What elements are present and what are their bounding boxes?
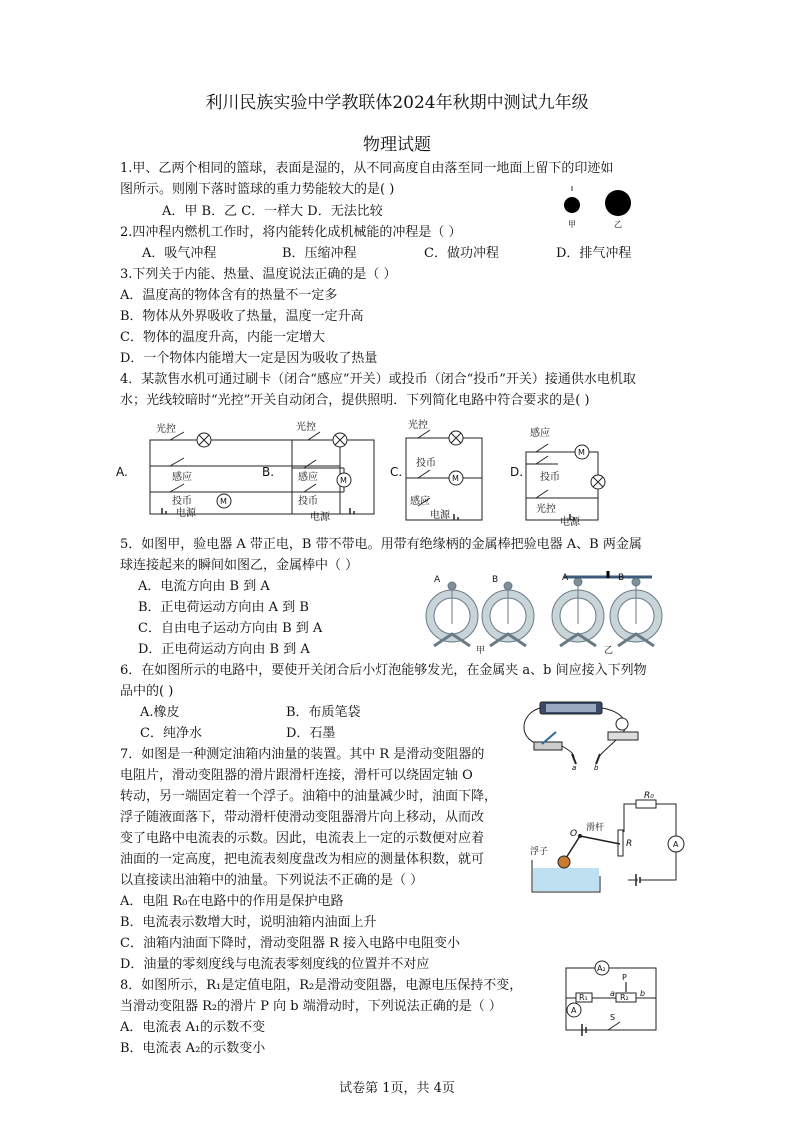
q7-label-float: 浮子 (530, 847, 549, 857)
q5-stem-line2: 球连接起来的瞬间如图乙，金属棒中（ ） (120, 558, 359, 573)
q4c-label-light: 光控 (408, 420, 428, 431)
q7-option-b: B．电流表示数增大时，说明油箱内油面上升 (120, 915, 377, 930)
q8-label-a1: A (571, 1006, 577, 1015)
q7-resistor-r0 (636, 800, 656, 808)
q8-label-p: P (622, 973, 627, 982)
q4c-label-power: 电源 (430, 510, 450, 521)
q8-stem-line2: 当滑动变阻器 R₂的滑片 P 向 b 端滑动时，下列说法正确的是（ ） (120, 999, 502, 1014)
q4c-frame (406, 438, 482, 520)
q4b-label-coin: 投币 (298, 496, 318, 507)
q7-option-a: A．电阻 R₀在电路中的作用是保护电路 (120, 894, 344, 909)
q7-stem-line5: 变了电路中电流表的示数。因此，电流表上一定的示数便对应着 (120, 831, 485, 846)
q4b-label-power: 电源 (310, 512, 330, 523)
q5-electroscope-a-jia (426, 582, 478, 646)
q4-label-option-a: A. (116, 465, 128, 479)
q7-oil-gauge-figure (528, 788, 692, 900)
q4a-label-sense: 感应 (172, 472, 192, 483)
q5-electroscope-b-jia (482, 582, 534, 646)
q6-clip-b-icon (596, 754, 600, 764)
q7-label-r0: R₀ (644, 791, 654, 801)
q4a-switch-sense (170, 458, 184, 466)
q4a-label-coin: 投币 (172, 496, 192, 507)
q7-stem-line7: 以直接读出油箱中的油量。下列说法不正确的是（ ） (120, 873, 424, 888)
q1-options: A．甲 B．乙 C．一样大 D．无法比较 (162, 204, 383, 219)
q4b-switch-sense (304, 460, 316, 468)
q6-option-a: A.橡皮 (140, 705, 180, 720)
q4c-switch-light (418, 430, 430, 438)
q4d-label-light: 光控 (536, 504, 556, 515)
q1-stem-line2: 图所示。则刚下落时篮球的重力势能较大的是( ) (120, 182, 395, 197)
q3-stem: 3.下列关于内能、热量、温度说法正确的是（ ） (120, 267, 397, 282)
q4-stem-line2: 水；光线较暗时“光控”开关自动闭合，提供照明．下列简化电路中符合要求的是( ) (120, 393, 590, 408)
q4a-switch-coin (170, 484, 184, 492)
q3-option-c: C．物体的温度升高，内能一定增大 (120, 330, 325, 345)
q4b-label-motor: M (340, 476, 347, 485)
q1-label-jia: 甲 (568, 220, 576, 229)
q7-label-o: O (570, 829, 578, 839)
q4c-label-coin: 投币 (416, 458, 436, 469)
q2-option-a: A．吸气冲程 (142, 246, 217, 261)
q1-label-yi: 乙 (614, 220, 622, 229)
q4c-label-motor: M (452, 474, 459, 483)
q6-option-c: C．纯净水 (140, 726, 202, 741)
exam-title: 利川民族实验中学教联体2024年秋期中测试九年级 (205, 93, 589, 113)
q1-small-ball-print (564, 197, 580, 213)
q4b-battery-icon (350, 508, 354, 514)
q8-label-s: S (610, 1013, 616, 1022)
q6-option-d: D．石墨 (286, 726, 336, 741)
q6-bulb-icon (616, 718, 628, 730)
q7-label-lever: 滑杆 (586, 823, 605, 833)
q7-option-c: C．油箱内油面下降时，滑动变阻器 R 接入电路中电阻变小 (120, 936, 460, 951)
q5-electroscope-b-yi (610, 578, 662, 646)
q8-option-b: B．电流表 A₂的示数变小 (120, 1041, 266, 1056)
q4b-label-sense: 感应 (298, 472, 318, 483)
q5-fig-label-a: A (434, 575, 441, 585)
q4-circuit-options (112, 412, 672, 530)
q4-label-option-b: B. (262, 465, 275, 479)
q8-stem-line1: 8．如图所示，R₁是定值电阻，R₂是滑动变阻器，电源电压保持不变， (120, 978, 523, 993)
q4-label-option-c: C. (390, 465, 403, 479)
q8-switch-s (608, 1022, 620, 1030)
q6-switch-base (534, 742, 562, 750)
q4b-switch-coin (304, 484, 316, 492)
q7-stem-line2: 电阻片，滑动变阻器的滑片跟滑杆连接，滑杆可以绕固定轴 O (120, 768, 473, 783)
q3-option-a: A．温度高的物体含有的热量不一定多 (120, 288, 338, 303)
q4d-label-sense: 感应 (530, 428, 550, 439)
q5-electroscope-a-yi (552, 578, 604, 646)
q4d-switch-light (536, 490, 548, 498)
q6-wire-left (524, 708, 540, 744)
q4a-label-light: 光控 (156, 424, 176, 435)
q7-float-icon (558, 856, 570, 868)
exam-subtitle: 物理试题 (363, 135, 431, 155)
q4-stem-line1: 4．某款售水机可通过刷卡（闭合“感应”开关）或投币（闭合“投币”开关）接通供水电机取 (120, 372, 636, 387)
q7-stem-line1: 7．如图是一种测定油箱内油量的装置。其中 R 是滑动变阻器的 (120, 747, 485, 762)
q4-label-option-d: D. (510, 465, 524, 479)
q7-pivot-o (578, 834, 582, 838)
q4c-label-sense: 感应 (410, 496, 430, 507)
q6-circuit-figure (512, 694, 648, 770)
q4b-label-light: 光控 (296, 422, 316, 433)
q5-option-d: D．正电荷运动方向由 B 到 A (138, 642, 310, 657)
q4c-switch-coin (418, 470, 430, 478)
q1-large-ball-print (605, 190, 631, 216)
q1-figure (550, 182, 640, 230)
q4a-battery-icon (162, 508, 166, 514)
q4c-battery-icon (454, 514, 458, 520)
q8-label-r1: R₁ (579, 993, 588, 1002)
q7-stem-line6: 油面的一定高度，把电流表刻度盘改为相应的测量体积数，就可 (120, 852, 485, 867)
q7-float-rod (566, 836, 580, 858)
q6-label-a: a (572, 764, 577, 770)
q4d-branches (526, 464, 598, 498)
q3-option-d: D．一个物体内能增大一定是因为吸收了热量 (120, 351, 378, 366)
q8-label-a2: A₂ (597, 964, 606, 973)
q5-option-b: B．正电荷运动方向由 A 到 B (138, 600, 309, 615)
q7-option-d: D．油量的零刻度线与电流表零刻度线的位置并不对应 (120, 957, 430, 972)
q4d-switch-coin (536, 456, 548, 464)
q5-electroscope-figure (420, 570, 670, 654)
q2-option-c: C．做功冲程 (424, 246, 499, 261)
q6-wire-b (598, 740, 616, 758)
q5-fig-label-b2: B (618, 573, 625, 583)
q6-stem-line2: 品中的( ) (120, 684, 174, 699)
q4a-label-motor: M (220, 497, 227, 506)
q8-circuit-figure (552, 958, 664, 1040)
q5-fig-label-jia: 甲 (476, 646, 486, 654)
q4d-label-power: 电源 (560, 517, 580, 528)
q7-label-r: R (626, 839, 633, 849)
q2-option-b: B．压缩冲程 (282, 246, 357, 261)
q7-stem-line4: 浮子随液面落下，带动滑杆使滑动变阻器滑片向上移动，从而改 (120, 810, 485, 825)
q5-option-c: C．自由电子运动方向由 B 到 A (138, 621, 323, 636)
q6-stem-line1: 6．在如图所示的电路中，要使开关闭合后小灯泡能够发光，在金属夹 a、b 间应接入下列物 (120, 663, 647, 678)
q8-label-b: b (640, 989, 646, 998)
q7-stem-line3: 转动，另一端固定着一个浮子。油箱中的油量减少时，油面下降， (120, 789, 498, 804)
q1-stem-line1: 1.甲、乙两个相同的篮球，表面是湿的，从不同高度自由落至同一地面上留下的印迹如 (120, 161, 614, 176)
q7-oil (533, 868, 599, 891)
q6-battery-cells (546, 704, 596, 712)
page-footer: 试卷第 1页，共 4页 (339, 1081, 455, 1096)
q4b-switch-light (308, 432, 320, 440)
q4a-label-power: 电源 (176, 508, 196, 519)
q2-option-d: D．排气冲程 (556, 246, 632, 261)
q4d-label-motor: M (578, 448, 585, 457)
q5-fig-label-b: B (492, 575, 499, 585)
q6-label-b: b (594, 764, 599, 770)
q6-lamp-base (608, 732, 638, 740)
q5-stem-line1: 5．如图甲，验电器 A 带正电，B 带不带电。用带有绝缘柄的金属棒把验电器 A、B 两金属 (120, 537, 642, 552)
q8-label-r2: R₂ (620, 993, 629, 1002)
q8-option-a: A．电流表 A₁的示数不变 (120, 1020, 266, 1035)
q3-option-b: B．物体从外界吸收了热量，温度一定升高 (120, 309, 364, 324)
q7-lever (580, 836, 620, 844)
q7-label-ammeter: A (673, 840, 679, 849)
q2-stem: 2.四冲程内燃机工作时，将内能转化成机械能的冲程是（ ） (120, 225, 462, 240)
q6-option-b: B．布质笔袋 (286, 705, 361, 720)
q5-fig-label-yi: 乙 (604, 646, 614, 654)
q5-fig-label-a2: A (562, 573, 569, 583)
q8-label-a: a (610, 989, 615, 998)
q4d-switch-sense (536, 444, 548, 452)
q5-option-a: A．电流方向由 B 到 A (138, 579, 270, 594)
q4d-label-coin: 投币 (540, 472, 560, 483)
